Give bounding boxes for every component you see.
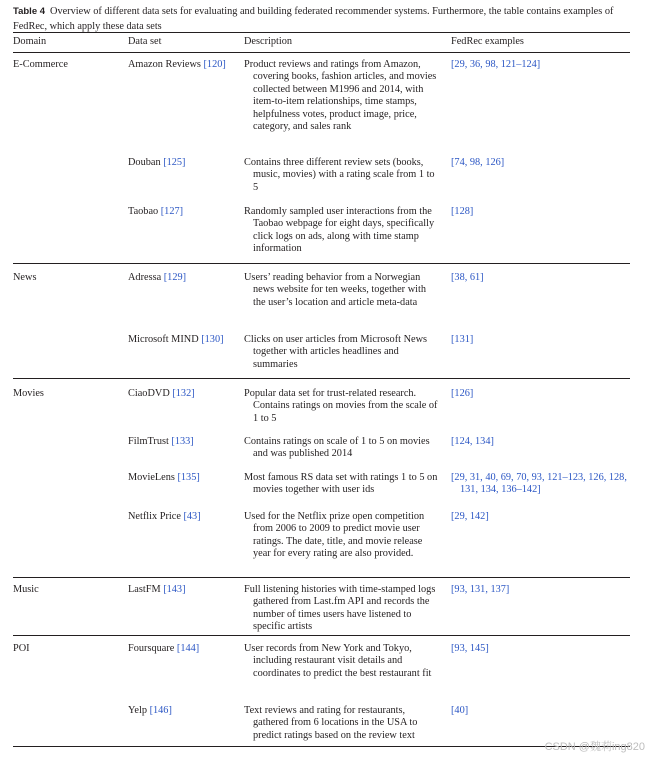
- dataset-name: Yelp: [128, 705, 147, 716]
- row-description: Product reviews and ratings from Amazon, covering books, fashion articles, and movies collected between M1996 and 2014, with item-to-item relationships, time stamps, helpfulness votes, product image, price, category, and sales rank: [244, 59, 437, 133]
- dataset-citation-link[interactable]: [43]: [183, 511, 201, 522]
- row-description: Text reviews and rating for restaurants, gathered from 6 locations in the USA to predict ratings based on the review text: [244, 705, 418, 741]
- header-bottom-rule: [13, 52, 630, 53]
- row-dataset: [128, 272, 237, 284]
- dataset-citation-link[interactable]: [127]: [160, 206, 184, 217]
- header-examples: FedRec examples: [451, 36, 524, 47]
- row-description: Contains three different review sets (books, music, movies) with a rating scale from 1 to 5: [244, 157, 435, 193]
- row-domain: News: [13, 272, 37, 283]
- row-examples-link[interactable]: [38, 61]: [451, 272, 484, 283]
- group-rule-news: [13, 378, 630, 379]
- row-dataset: [128, 206, 237, 218]
- dataset-name: Taobao: [128, 206, 159, 217]
- dataset-name: CiaoDVD: [128, 388, 170, 399]
- row-description: Most famous RS data set with ratings 1 to 5 on movies together with user ids: [244, 472, 438, 496]
- row-dataset: [128, 157, 237, 169]
- watermark: CSDN @魏莉ing820: [544, 741, 645, 753]
- row-description: Used for the Netflix prize open competition from 2006 to 2009 to predict movie user ratings. The date, title, and movie release year for every rating are also provided.: [244, 511, 425, 560]
- row-examples-link[interactable]: [126]: [451, 388, 474, 399]
- row-description: Users’ reading behavior from a Norwegian news website for ten weeks, together with the user’s location and article meta-data: [244, 272, 426, 308]
- dataset-name: FilmTrust: [128, 436, 169, 447]
- dataset-name: Microsoft MIND: [128, 334, 199, 345]
- dataset-name: Douban: [128, 157, 161, 168]
- row-dataset: [128, 472, 237, 484]
- row-description: Clicks on user articles from Microsoft News together with articles headlines and summaries: [244, 334, 428, 370]
- table-caption-text: Overview of different data sets for evaluating and building federated recommender systems. Furthermore, the table contains examples of FedRec, which apply these data sets: [13, 6, 614, 32]
- dataset-citation-link[interactable]: [129]: [163, 272, 187, 283]
- dataset-citation-link[interactable]: [132]: [172, 388, 195, 399]
- row-dataset: [128, 388, 237, 400]
- row-examples-link[interactable]: [74, 98, 126]: [451, 157, 505, 168]
- row-examples-link[interactable]: [93, 145]: [451, 643, 489, 654]
- row-description: User records from New York and Tokyo, including restaurant visit details and coordinates to predict the best restaurant fit: [244, 643, 432, 679]
- group-rule-ecommerce: [13, 263, 630, 264]
- row-dataset: [128, 511, 237, 523]
- dataset-name: LastFM: [128, 584, 161, 595]
- group-rule-music: [13, 635, 630, 636]
- dataset-citation-link[interactable]: [146]: [149, 705, 172, 716]
- table-bottom-rule: [13, 746, 630, 747]
- dataset-citation-link[interactable]: [133]: [171, 436, 194, 447]
- row-examples-link[interactable]: [40]: [451, 705, 469, 716]
- row-domain: Music: [13, 584, 39, 595]
- row-examples-link[interactable]: [29, 31, 40, 69, 70, 93, 121–123, 126, 128, 131, 134, 136–142]: [451, 472, 627, 496]
- table-top-rule: [13, 32, 630, 33]
- dataset-name: MovieLens: [128, 472, 175, 483]
- row-examples-link[interactable]: [128]: [451, 206, 474, 217]
- header-domain: Domain: [13, 36, 47, 47]
- group-rule-movies: [13, 577, 630, 578]
- row-dataset: [128, 334, 237, 346]
- row-examples-link[interactable]: [93, 131, 137]: [451, 584, 510, 595]
- row-description: Randomly sampled user interactions from the Taobao webpage for eight days, specifically click logs on ads, along with time stamp information: [244, 206, 435, 255]
- header-dataset: Data set: [128, 36, 162, 47]
- dataset-citation-link[interactable]: [130]: [201, 334, 224, 345]
- row-examples-link[interactable]: [29, 36, 98, 121–124]: [451, 59, 541, 70]
- row-dataset: [128, 436, 237, 448]
- dataset-name: Amazon Reviews: [128, 59, 201, 70]
- dataset-citation-link[interactable]: [125]: [163, 157, 186, 168]
- row-domain: Movies: [13, 388, 44, 399]
- dataset-citation-link[interactable]: [144]: [176, 643, 200, 654]
- dataset-citation-link[interactable]: [143]: [163, 584, 186, 595]
- dataset-citation-link[interactable]: [120]: [203, 59, 226, 70]
- dataset-name: Foursquare: [128, 643, 175, 654]
- row-description: Contains ratings on scale of 1 to 5 on movies and was published 2014: [244, 436, 430, 460]
- row-domain: E-Commerce: [13, 59, 68, 70]
- dataset-name: Adressa: [128, 272, 162, 283]
- row-description: Full listening histories with time-stamped logs gathered from Last.fm API and records the number of times users have listened to specific artists: [244, 584, 436, 633]
- row-dataset: [128, 705, 237, 717]
- table-caption: [13, 4, 633, 34]
- dataset-name: Netflix Price: [128, 511, 181, 522]
- row-description: Popular data set for trust-related research. Contains ratings on movies from the scale of 1 to 5: [244, 388, 438, 424]
- header-description: Description: [244, 36, 293, 47]
- row-dataset: [128, 584, 237, 596]
- row-dataset: [128, 643, 237, 655]
- dataset-citation-link[interactable]: [135]: [177, 472, 200, 483]
- row-dataset: [128, 59, 237, 71]
- row-examples-link[interactable]: [29, 142]: [451, 511, 489, 522]
- row-examples-link[interactable]: [131]: [451, 334, 474, 345]
- table-caption-label: Table 4: [13, 6, 46, 17]
- row-domain: POI: [13, 643, 30, 654]
- row-examples-link[interactable]: [124, 134]: [451, 436, 494, 447]
